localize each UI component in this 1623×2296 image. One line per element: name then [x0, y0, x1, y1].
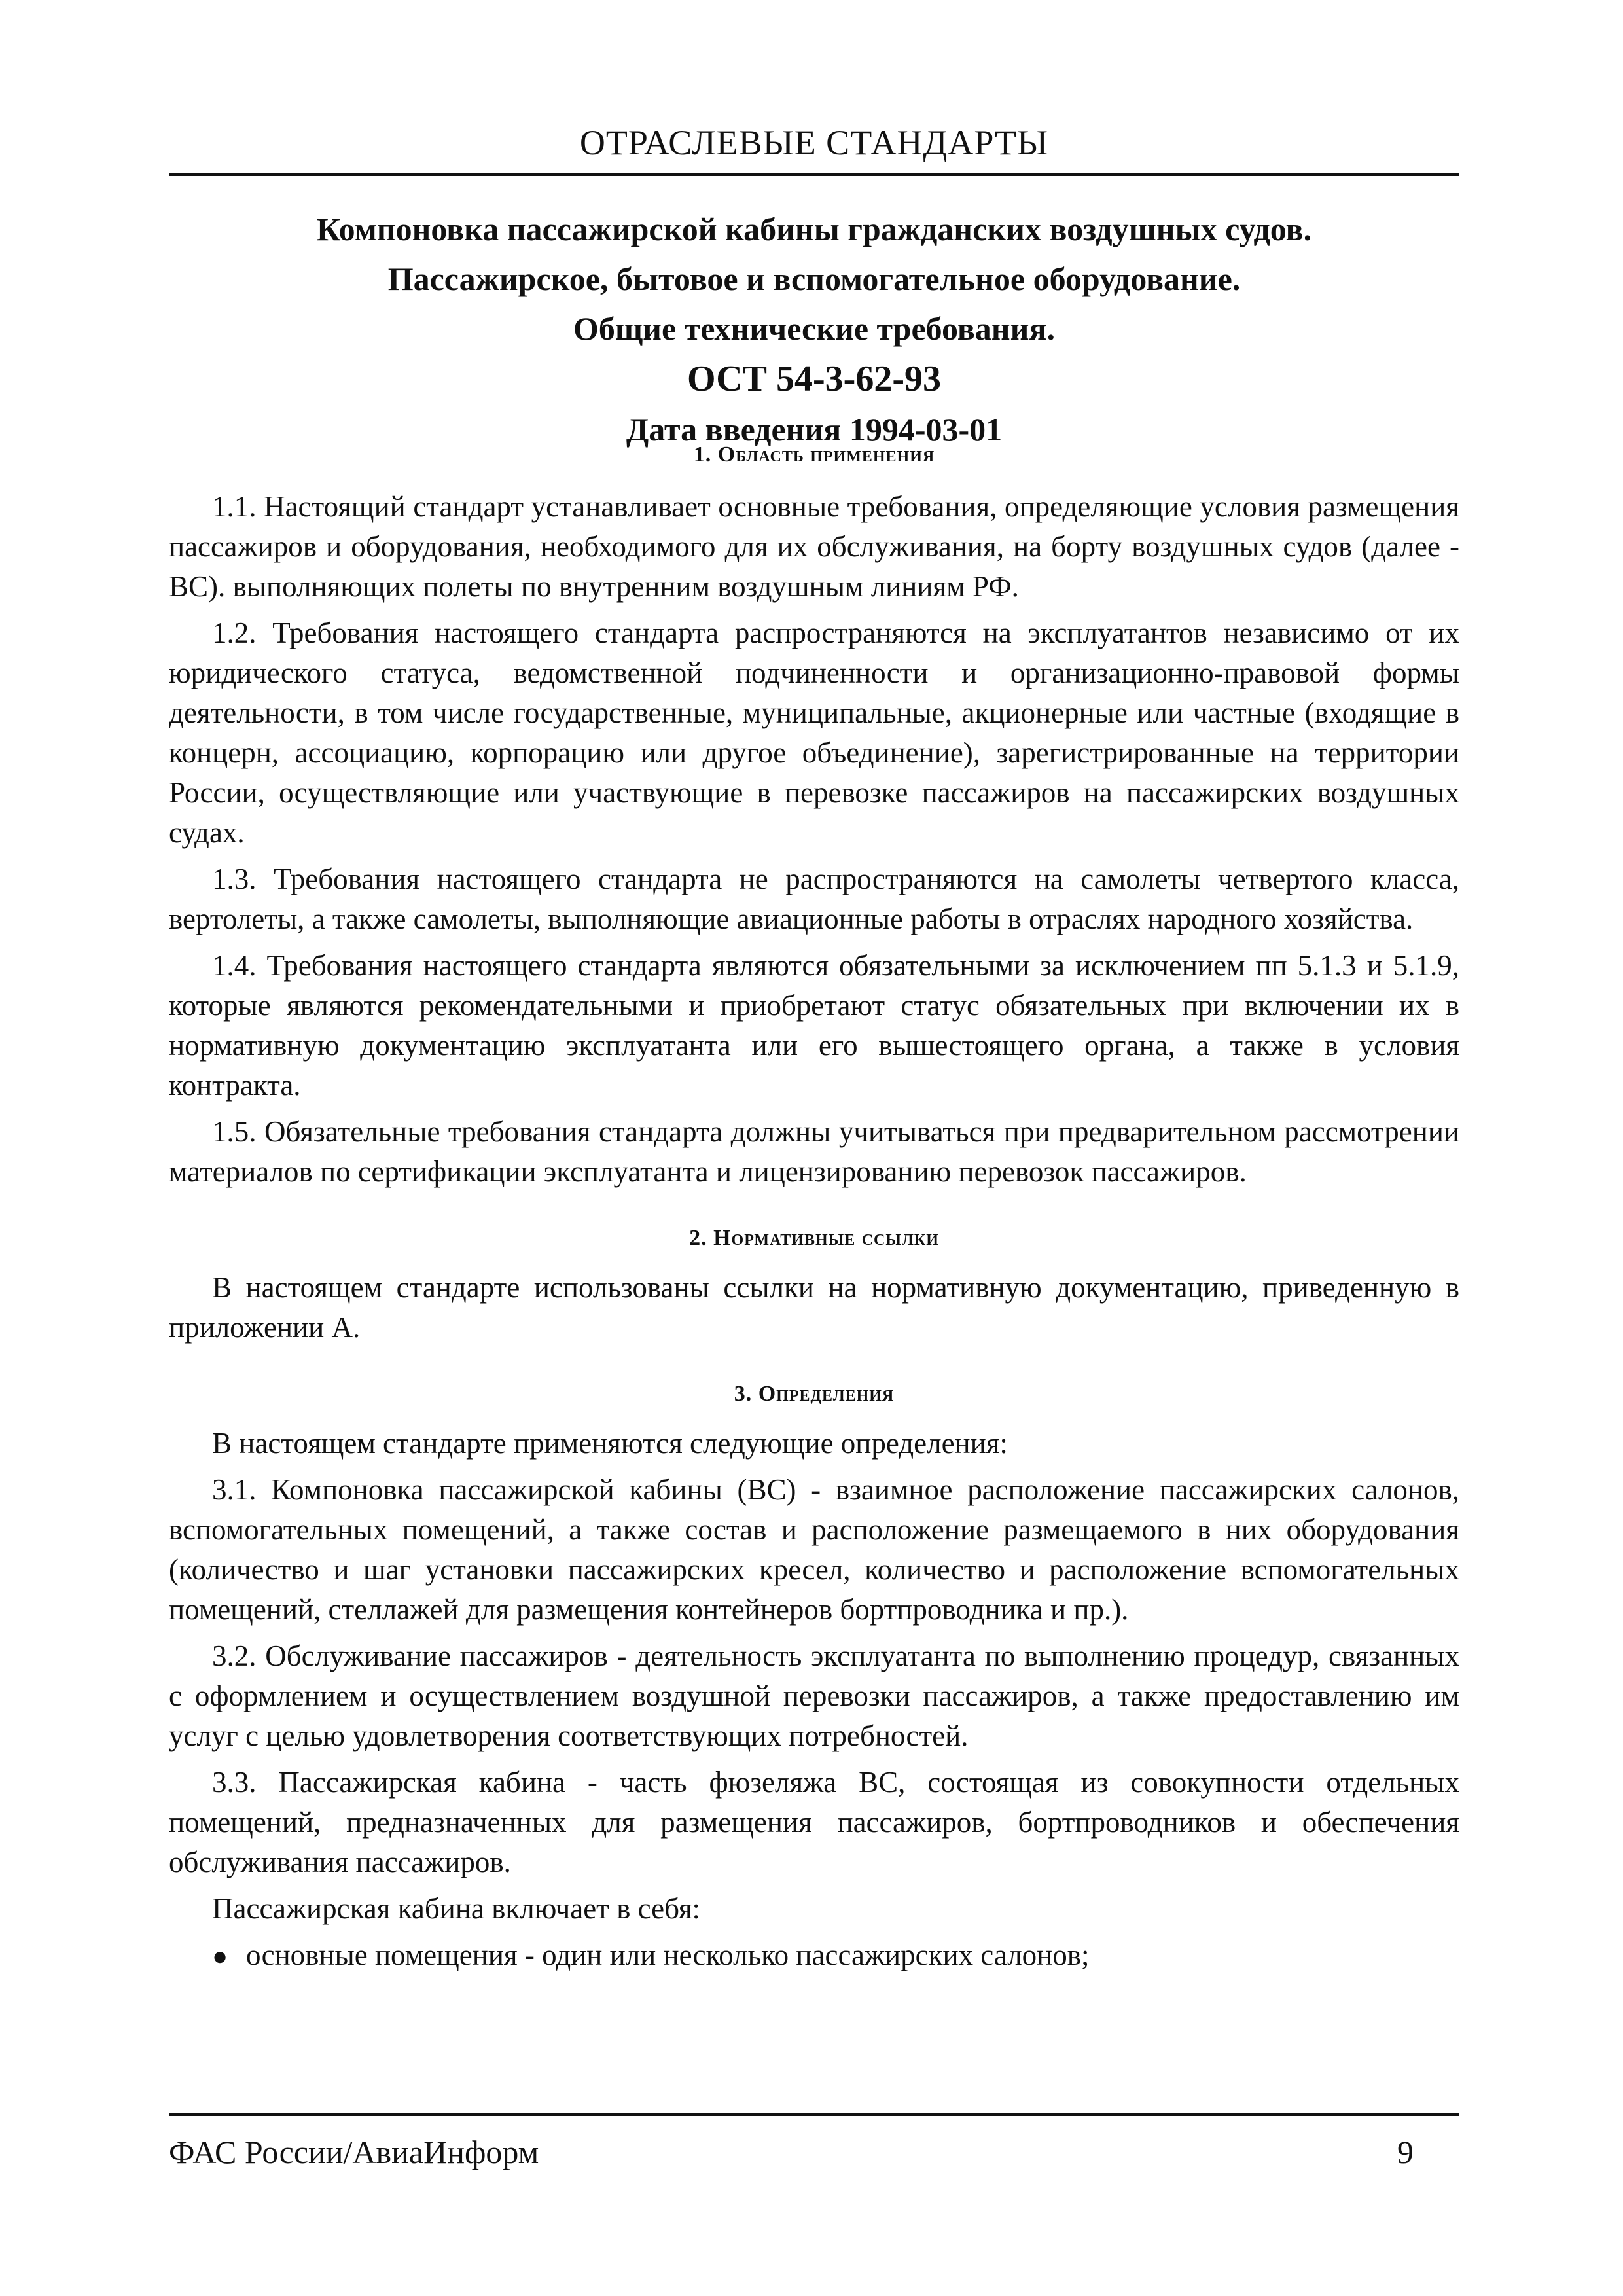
title-line-1: Компоновка пассажирской кабины гражданских воздушных судов.: [316, 211, 1312, 247]
header-rule: [169, 173, 1459, 176]
standard-code: ОСТ 54-3-62-93: [687, 359, 941, 399]
bullet-icon: ●: [212, 1941, 228, 1971]
paragraph-1-5: 1.5. Обязательные требования стандарта должны учитываться при предварительном рассмотрении материалов по сертификации эксплуатанта и лицензированию перевозок пассажиров.: [169, 1115, 1459, 1188]
paragraph-3-3: 3.3. Пассажирская кабина - часть фюзеляжа ВС, состоящая из совокупности отдельных помещений, предназначенных для размещения пассажиров, бортпроводников и обеспечения обслуживания пассажиров.: [169, 1766, 1459, 1878]
page-footer: [169, 2130, 1459, 2174]
running-head: ОТРАСЛЕВЫЕ СТАНДАРТЫ: [579, 123, 1049, 162]
title-line-3: Общие технические требования.: [573, 310, 1055, 347]
page-number: 9: [1397, 2134, 1414, 2170]
definitions-intro: В настоящем стандарте применяются следующие определения:: [212, 1427, 1008, 1460]
footer-rule: [169, 2113, 1459, 2116]
paragraph-3-1: 3.1. Компоновка пассажирской кабины (ВС) - взаимное расположение пассажирских салонов, вспомогательных помещений, а также состав и расположение размещаемого в них оборудования (количество и шаг установки пассажирских кресел, количество и расположение вспомогательных помещений, стеллажей для размещения контейнеров бортпроводника и пр.).: [169, 1473, 1459, 1626]
section-heading-2: 2. Нормативные ссылки: [689, 1226, 939, 1250]
introduction-date: Дата введения 1994-03-01: [626, 411, 1003, 448]
title-line-2: Пассажирское, бытовое и вспомогательное оборудование.: [387, 260, 1241, 297]
paragraph-1-3: 1.3. Требования настоящего стандарта не распространяются на самолеты четвертого класса, вертолеты, а также самолеты, выполняющие авиационные работы в отраслях народного хозяйства.: [169, 863, 1459, 935]
list-item: [169, 1935, 1459, 1975]
document-body: [169, 442, 1459, 1975]
paragraph-3-2: 3.2. Обслуживание пассажиров - деятельность эксплуатанта по выполнению процедур, связанных с оформлением и осуществлением воздушной перевозки пассажиров, а также предоставлению им услуг с целью удовлетворения соответствующих потребностей.: [169, 1640, 1459, 1752]
footer-publisher: ФАС России/АвиаИнформ: [169, 2134, 539, 2170]
section-heading-1: 1. Область применения: [693, 442, 935, 467]
list-item-text: основные помещения - один или несколько пассажирских салонов;: [246, 1939, 1090, 1971]
paragraph-2-1: В настоящем стандарте использованы ссылки на нормативную документацию, приведенную в приложении А.: [169, 1271, 1459, 1344]
paragraph-1-1: 1.1. Настоящий стандарт устанавливает основные требования, определяющие условия размещения пассажиров и оборудования, необходимого для их обслуживания, на борту воздушных судов (далее - ВС). выполняющих полеты по внутренним воздушным линиям РФ.: [169, 490, 1459, 603]
title-block: [169, 204, 1459, 454]
cabin-includes-intro: Пассажирская кабина включает в себя:: [212, 1892, 701, 1925]
section-heading-3: 3. Определения: [734, 1382, 895, 1406]
paragraph-1-4: 1.4. Требования настоящего стандарта являются обязательными за исключением пп 5.1.3 и 5.1.9, которые являются рекомендательными и приобретают статус обязательных при включении их в нормативную документацию эксплуатанта или его вышестоящего органа, а также в условия контракта.: [169, 949, 1459, 1102]
document-page: [169, 0, 1459, 2296]
paragraph-1-2: 1.2. Требования настоящего стандарта распространяются на эксплуатантов независимо от их юридического статуса, ведомственной подчиненности и организационно-правовой формы деятельности, в том числе государственные, муниципальные, акционерные или частные (входящие в концерн, ассоциацию, корпорацию или другое объединение), зарегистрированные на территории России, осуществляющие или участвующие в перевозке пассажиров на пассажирских воздушных судах.: [169, 617, 1459, 849]
